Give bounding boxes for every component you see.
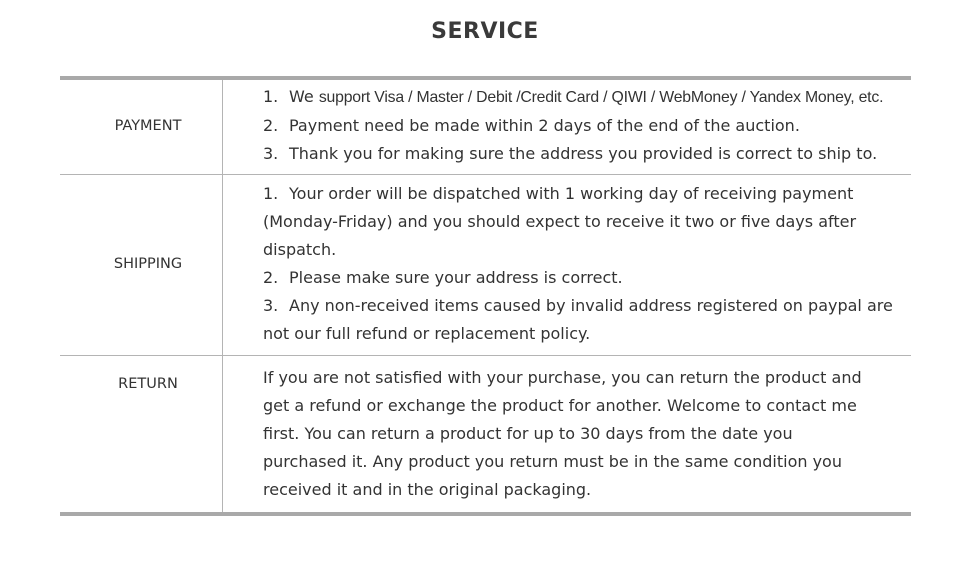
table-bottom-border xyxy=(60,512,911,516)
shipping-item-text: dispatch. xyxy=(263,240,337,259)
payment-item-1 xyxy=(263,83,913,112)
payment-item-2 xyxy=(263,112,913,140)
payment-item-text: Payment need be made within 2 days of the end of the auction. xyxy=(289,116,800,135)
shipping-line xyxy=(263,292,913,320)
payment-item-3 xyxy=(263,140,913,168)
shipping-item-text: not our full refund or replacement policy. xyxy=(263,324,591,343)
shipping-item-number: 3. xyxy=(263,296,279,315)
shipping-item-number: 2. xyxy=(263,268,279,287)
row-label-return: RETURN xyxy=(118,376,178,392)
table-top-border xyxy=(60,76,911,80)
shipping-line xyxy=(263,320,913,348)
row-divider-shipping xyxy=(60,355,911,356)
return-line: first. You can return a product for up to 30 days from the date you xyxy=(263,424,793,443)
shipping-line xyxy=(263,264,913,292)
shipping-line xyxy=(263,236,913,264)
return-line: get a refund or exchange the product for another. Welcome to contact me xyxy=(263,396,857,415)
row-label-payment: PAYMENT xyxy=(114,118,182,134)
row-label-shipping: SHIPPING xyxy=(113,256,183,272)
payment-item-text: support Visa / Master / Debit /Credit Card / QIWI / WebMoney / Yandex Money, etc. xyxy=(318,89,884,106)
shipping-item-text: (Monday-Friday) and you should expect to receive it two or five days after xyxy=(263,212,857,231)
payment-content xyxy=(263,83,913,168)
column-divider xyxy=(222,80,223,512)
shipping-line xyxy=(263,208,913,236)
row-divider-payment xyxy=(60,174,911,175)
payment-item-text: Thank you for making sure the address you provided is correct to ship to. xyxy=(289,144,878,163)
shipping-line xyxy=(263,180,913,208)
return-line: purchased it. Any product you return must be in the same condition you xyxy=(263,452,842,471)
payment-item-number: 3. xyxy=(263,144,279,163)
payment-item-number: 2. xyxy=(263,116,279,135)
shipping-item-text: Please make sure your address is correct. xyxy=(289,268,623,287)
shipping-item-text: Any non-received items caused by invalid address registered on paypal are xyxy=(289,296,893,315)
page-title: SERVICE xyxy=(431,19,539,44)
shipping-item-number: 1. xyxy=(263,184,279,203)
shipping-item-text: Your order will be dispatched with 1 working day of receiving payment xyxy=(289,184,854,203)
shipping-content xyxy=(263,180,913,348)
return-line: received it and in the original packaging. xyxy=(263,480,592,499)
return-line: If you are not satisfied with your purchase, you can return the product and xyxy=(263,368,862,387)
return-content xyxy=(263,364,913,504)
payment-item-lead: We xyxy=(289,87,314,106)
payment-item-number: 1. xyxy=(263,87,279,106)
